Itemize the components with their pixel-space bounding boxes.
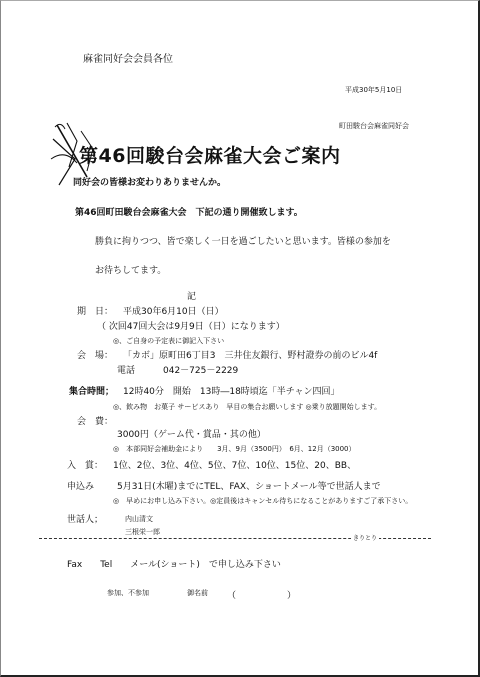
staff-label: 世話人； (67, 515, 104, 525)
body-line-2: お待ちしてます。 (95, 266, 167, 276)
attend-option: 参加、不参加 (107, 589, 149, 597)
time-note: ◎、飲み物 お菓子 サービスあり 早目の集合お願いします ◎乗り放題開始します。 (113, 403, 382, 411)
greeting: 同好会の皆様お変わりありませんか。 (73, 178, 227, 188)
venue-label: 会 場： (77, 351, 114, 361)
staff-2: 三根栄一郎 (125, 528, 160, 536)
time-label: 集合時間； (69, 387, 115, 397)
prize-value: 1位、2位、3位、4位、5位、7位、10位、15位、20、BB、 (113, 461, 357, 471)
reply-methods: Fax Tel メール(ショート) で申し込み下さい (67, 560, 281, 570)
date-label: 期 日： (77, 307, 114, 317)
name-label: 御名前 (187, 589, 208, 597)
organizer: 町田駿台会麻雀同好会 (339, 122, 409, 130)
ki-heading: 記 (187, 292, 197, 302)
page-title: 第46回駿台会麻雀大会ご案内 (79, 145, 341, 167)
date: 平成30年5月10日 (345, 86, 403, 94)
fee-note: ◎ 本部同好会補助金により 3月、9月（3500円） 6月、12月（3000） (113, 445, 356, 453)
cut-line-label: きりとり (353, 535, 378, 542)
phone-value: 042－725－2229 (163, 366, 239, 376)
fee-value: 3000円（ゲーム代・賞品・其の他） (117, 430, 266, 440)
name-paren-close: ） (287, 591, 297, 601)
recipient: 麻雀同好会会員各位 (83, 54, 173, 65)
prize-label: 入 賞： (67, 461, 104, 471)
staff-1: 内山清文 (125, 515, 153, 523)
fee-label: 会 費： (77, 417, 114, 427)
apply-note: ◎ 早めにお申し込み下さい。◎定員後はキャンセル待ちになることがありますご了承下さい。 (113, 497, 413, 505)
body-line-1: 勝負に拘りつつ、皆で楽しく一日を過ごしたいと思います。皆様の参加を (95, 237, 391, 247)
apply-value: 5月31日(木曜)までにTEL、FAX、ショートメール等で世話人まで (117, 482, 381, 492)
date-value: 平成30年6月10日（日） (123, 307, 224, 317)
time-value: 12時40分 開始 13時―18時頃迄「半チャン四回」 (123, 387, 340, 397)
next-meeting: （ 次回47回大会は9月9日（日）になります） (97, 322, 285, 332)
apply-label: 申込み (67, 482, 95, 492)
phone-label: 電話 (117, 366, 136, 376)
name-paren-open: （ (227, 591, 237, 601)
venue-value: 「カボ」原町田6丁目3 三井住友銀行、野村證券の前のビル4f (123, 351, 378, 361)
event-line: 第46回町田駿台会麻雀大会 下記の通り開催致します。 (75, 208, 303, 218)
date-note: ◎、ご自身の予定表に御記入下さい (113, 337, 225, 345)
